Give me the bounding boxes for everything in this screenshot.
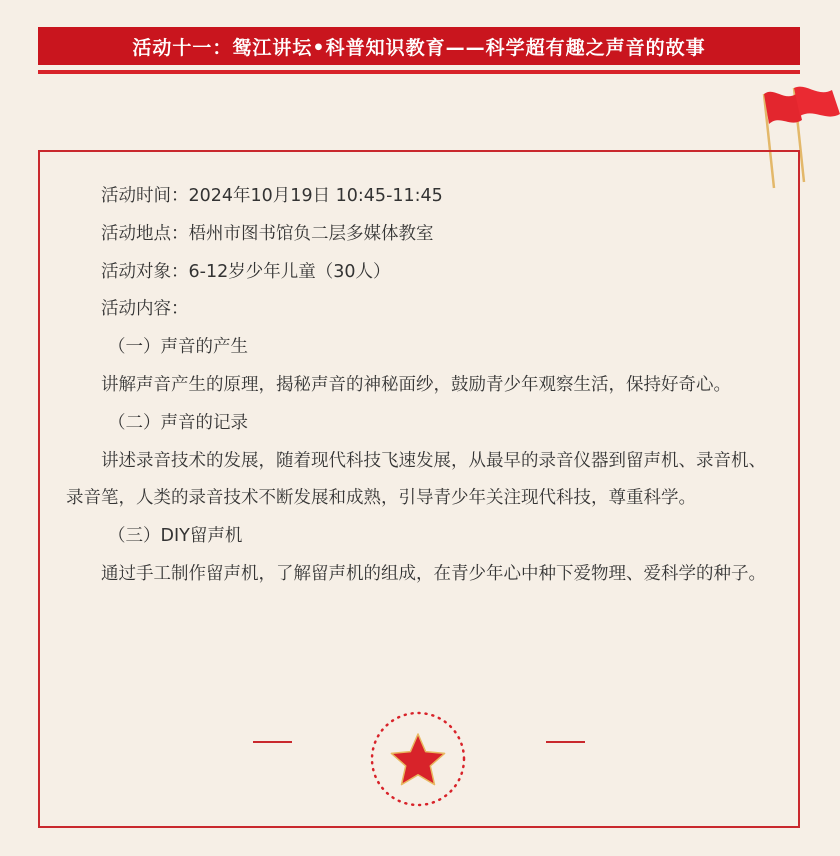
activity-audience: 活动对象：6-12岁少年儿童（30人） <box>101 261 391 282</box>
section2-text: 讲述录音技术的发展，随着现代科技飞速发展，从最早的录音仪器到留声机、录音机、录音笔，人类的录音技术不断发展和成熟，引导青少年关注现代科技，尊重科学。 <box>66 450 766 509</box>
activity-place: 活动地点：梧州市图书馆负二层多媒体教室 <box>101 223 434 244</box>
section3-title: （三）DIY留声机 <box>108 526 243 547</box>
activity-time: 活动时间：2024年10月19日 10:45-11:45 <box>101 186 443 206</box>
banner-underline <box>38 70 800 74</box>
title-banner <box>38 27 800 65</box>
section1-title: （一）声音的产生 <box>108 337 248 358</box>
section3-text: 通过手工制作留声机，了解留声机的组成，在青少年心中种下爱物理、爱科学的种子。 <box>101 563 766 584</box>
activity-content-label: 活动内容： <box>101 299 189 320</box>
section2-title: （二）声音的记录 <box>108 412 248 433</box>
page-title: 活动十一：鸳江讲坛•科普知识教育——科学超有趣之声音的故事 <box>132 36 706 59</box>
section1-text: 讲解声音产生的原理，揭秘声音的神秘面纱，鼓励青少年观察生活，保持好奇心。 <box>101 374 731 395</box>
activity-content <box>66 178 778 594</box>
